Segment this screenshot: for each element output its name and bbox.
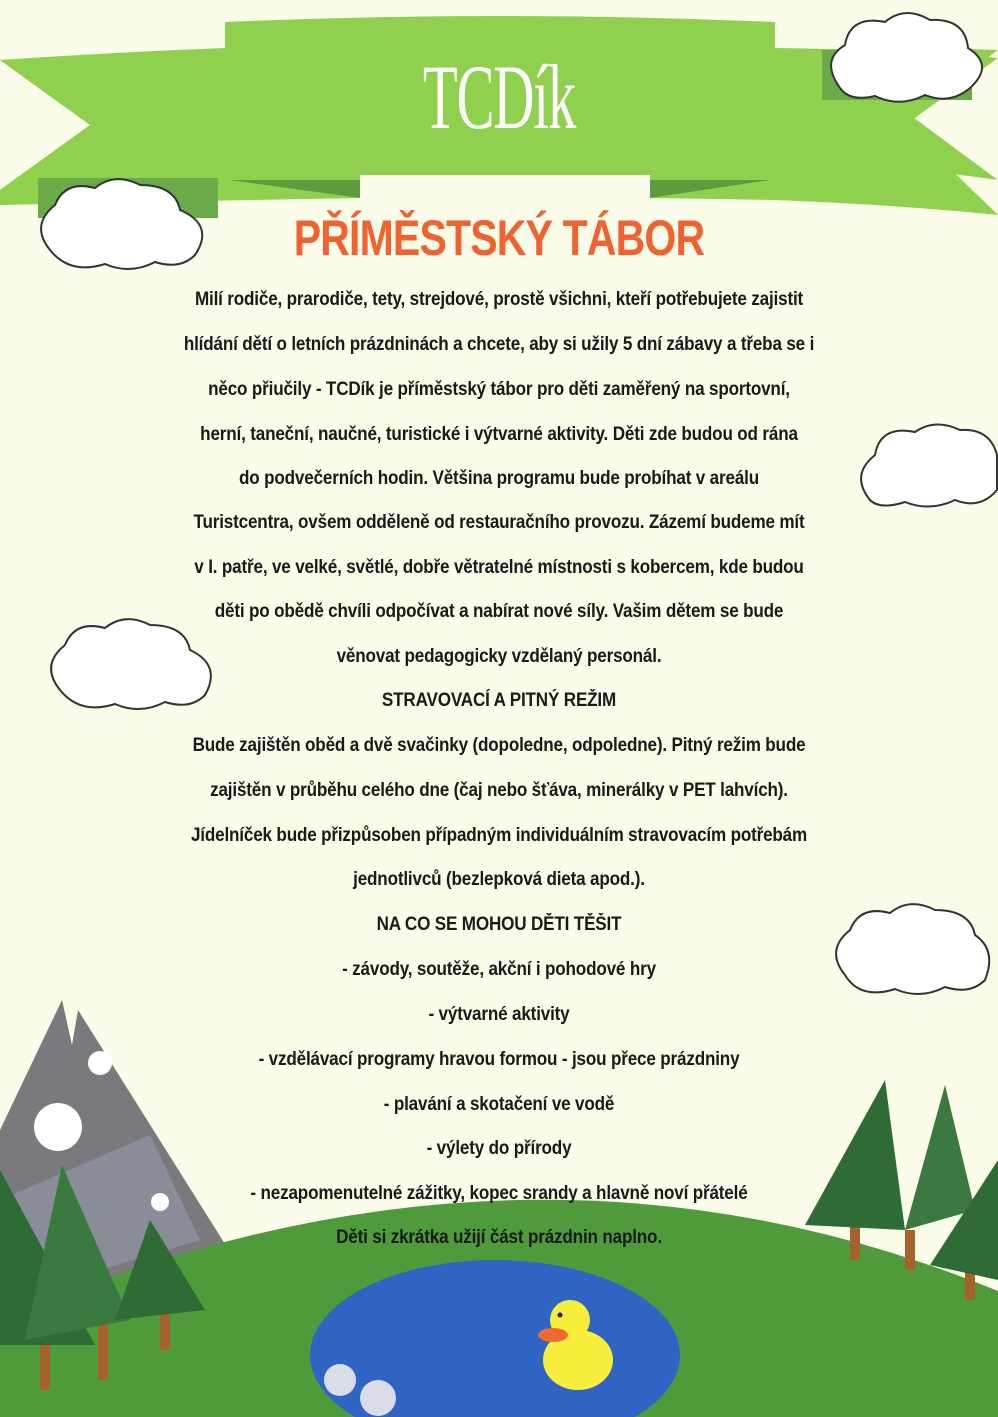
intro-line: Milí rodiče, prarodiče, tety, strejdové, prostě všichni, kteří potřebujete zajistit (194, 289, 804, 310)
food-line: jednotlivců (bezlepková dieta apod.). (353, 869, 645, 890)
activity-item: - vzdělávací programy hravou formou - jsou přece prázdniny (258, 1049, 740, 1070)
intro-line: něco přiučily - TCDík je příměstský tábor pro děti zaměřený na sportovní, (208, 379, 790, 400)
activity-item: - plavání a skotačení ve vodě (383, 1094, 615, 1115)
activity-item: - nezapomenutelné zážitky, kopec srandy a hlavně noví přátelé (250, 1183, 748, 1204)
page-title: PŘÍMĚSTSKÝ TÁBOR (293, 210, 705, 266)
brand-logo: TCDík (422, 46, 576, 148)
closing-line: Děti si zkrátka užijí část prázdnin naplno. (336, 1227, 662, 1248)
intro-line: věnovat pedagogicky vzdělaný personál. (336, 646, 662, 667)
intro-line: herní, taneční, naučné, turistické i výtvarné aktivity. Děti zde budou od rána (200, 424, 798, 445)
intro-line: Turistcentra, ovšem odděleně od restauračního provozu. Zázemí budeme mít (193, 512, 805, 533)
intro-line: hlídání dětí o letních prázdninách a chcete, aby si užily 5 dní zábavy a třeba se i (183, 334, 815, 355)
intro-line: do podvečerních hodin. Většina programu bude probíhat v areálu (239, 468, 759, 489)
food-line: zajištěn v průběhu celého dne (čaj nebo šťáva, minerálky v PET lahvích). (210, 780, 788, 801)
bubble (324, 1364, 356, 1396)
bubble (360, 1380, 396, 1416)
activity-item: - výtvarné aktivity (428, 1004, 570, 1025)
intro-line: děti po obědě chvíli odpočívat a nabírat nové síly. Vašim dětem se bude (214, 601, 784, 622)
activity-item: - výlety do přírody (426, 1138, 572, 1159)
food-line: Bude zajištěn oběd a dvě svačinky (dopoledne, odpoledne). Pitný režim bude (192, 735, 806, 756)
activity-item: - závody, soutěže, akční i pohodové hry (342, 959, 656, 980)
food-line: Jídelníček bude přizpůsoben případným individuálním stravovacím potřebám (190, 825, 808, 846)
food-heading: STRAVOVACÍ A PITNÝ REŽIM (381, 690, 617, 711)
intro-line: v I. patře, ve velké, světlé, dobře větratelné místnosti s kobercem, kde budou (194, 557, 804, 578)
activities-heading: NA CO SE MOHOU DĚTI TĚŠIT (376, 914, 622, 935)
